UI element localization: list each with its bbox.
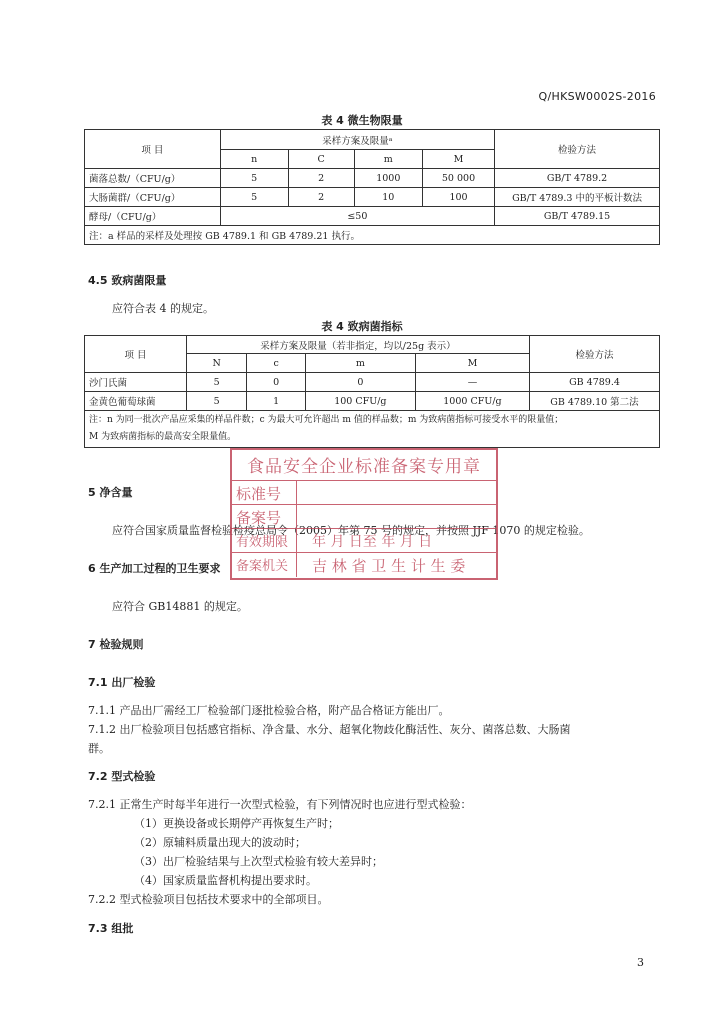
stamp-label-record: 备案号	[236, 509, 282, 527]
stamp-label-standard: 标准号	[236, 485, 282, 503]
sec6-title: 6 生产加工过程的卫生要求	[88, 562, 221, 575]
sec711-text: 7.1.1 产品出厂需经工厂检验部门逐批检验合格，附产品合格证方能出厂。	[88, 704, 450, 717]
sub-n: n	[220, 150, 288, 169]
filing-stamp	[230, 448, 498, 580]
page-number: 3	[637, 956, 644, 969]
stamp-dates: 年 月 日至 年 月 日	[312, 534, 433, 550]
pathogen-table	[84, 335, 660, 448]
table2-note: 注：n 为同一批次产品应采集的样品件数；c 为最大可允许超出 m 值的样品数；m 为致病菌指标可接受水平的限量值； M 为致病菌指标的最高安全限量值。	[85, 411, 660, 448]
sub-M: M	[422, 150, 494, 169]
table-row: 酵母/（CFU/g） ≤50 GB/T 4789.15	[85, 207, 660, 226]
sub-c: C	[288, 150, 354, 169]
stamp-title: 食品安全企业标准备案专用章	[247, 457, 481, 477]
sec45-title: 4.5 致病菌限量	[88, 274, 167, 287]
sub-c: c	[247, 354, 305, 373]
col-method: 检验方法	[529, 336, 659, 373]
list-item: （1）更换设备或长期停产再恢复生产时；	[134, 817, 339, 830]
col-item: 项 目	[85, 336, 187, 373]
table2-caption: 表 4 致病菌指标	[321, 320, 403, 333]
sub-M: M	[415, 354, 529, 373]
stamp-agency: 吉 林 省 卫 生 计 生 委	[312, 557, 466, 575]
table-row: 金黄色葡萄球菌 5 1 100 CFU/g 1000 CFU/g GB 4789.10 第二法	[85, 392, 660, 411]
sec72-title: 7.2 型式检验	[88, 770, 156, 783]
sec73-title: 7.3 组批	[88, 922, 134, 935]
sub-m: m	[354, 150, 422, 169]
sec6-text: 应符合 GB14881 的规定。	[112, 600, 248, 613]
sec71-title: 7.1 出厂检验	[88, 676, 156, 689]
sub-n: N	[187, 354, 247, 373]
sec721-text: 7.2.1 正常生产时每半年进行一次型式检验，有下列情况时也应进行型式检验：	[88, 798, 472, 811]
table-row: 沙门氏菌 5 0 0 — GB 4789.4	[85, 373, 660, 392]
list-item: （3）出厂检验结果与上次型式检验有较大差异时；	[134, 855, 383, 868]
sec7-title: 7 检验规则	[88, 638, 144, 651]
sec5-title: 5 净含量	[88, 486, 133, 499]
table-row: 菌落总数/（CFU/g） 5 2 1000 50 000 GB/T 4789.2	[85, 169, 660, 188]
col-method: 检验方法	[495, 130, 660, 169]
table1-note: 注：a 样品的采样及处理按 GB 4789.1 和 GB 4789.21 执行。	[85, 226, 660, 245]
table1-caption: 表 4 微生物限量	[321, 114, 403, 127]
col-plan: 采样方案及限量ᵃ	[220, 130, 494, 150]
list-item: （4）国家质量监督机构提出要求时。	[134, 874, 317, 887]
microbial-limit-table	[84, 129, 660, 245]
stamp-label-validity: 有效期限	[236, 535, 289, 550]
list-item: （2）原辅料质量出现大的波动时；	[134, 836, 306, 849]
sec712-text-cont: 群。	[88, 742, 110, 755]
document-id: Q/HKSW0002S-2016	[538, 90, 656, 103]
stamp-label-agency: 备案机关	[236, 559, 289, 574]
sub-m: m	[305, 354, 415, 373]
sec722-text: 7.2.2 型式检验项目包括技术要求中的全部项目。	[88, 893, 329, 906]
table-row: 大肠菌群/（CFU/g） 5 2 10 100 GB/T 4789.3 中的平板计数法	[85, 188, 660, 207]
col-plan: 采样方案及限量（若非指定，均以/25g 表示）	[187, 336, 530, 354]
sec712-text: 7.1.2 出厂检验项目包括感官指标、净含量、水分、超氧化物歧化酶活性、灰分、菌落总数、大肠菌	[88, 723, 571, 736]
sec5-text: 应符合国家质量监督检验检疫总局令（2005）年第 75 号的规定，并按照 JJF 1070 的规定检验。	[112, 524, 590, 537]
col-item: 项 目	[85, 130, 221, 169]
sec45-text: 应符合表 4 的规定。	[112, 302, 214, 315]
